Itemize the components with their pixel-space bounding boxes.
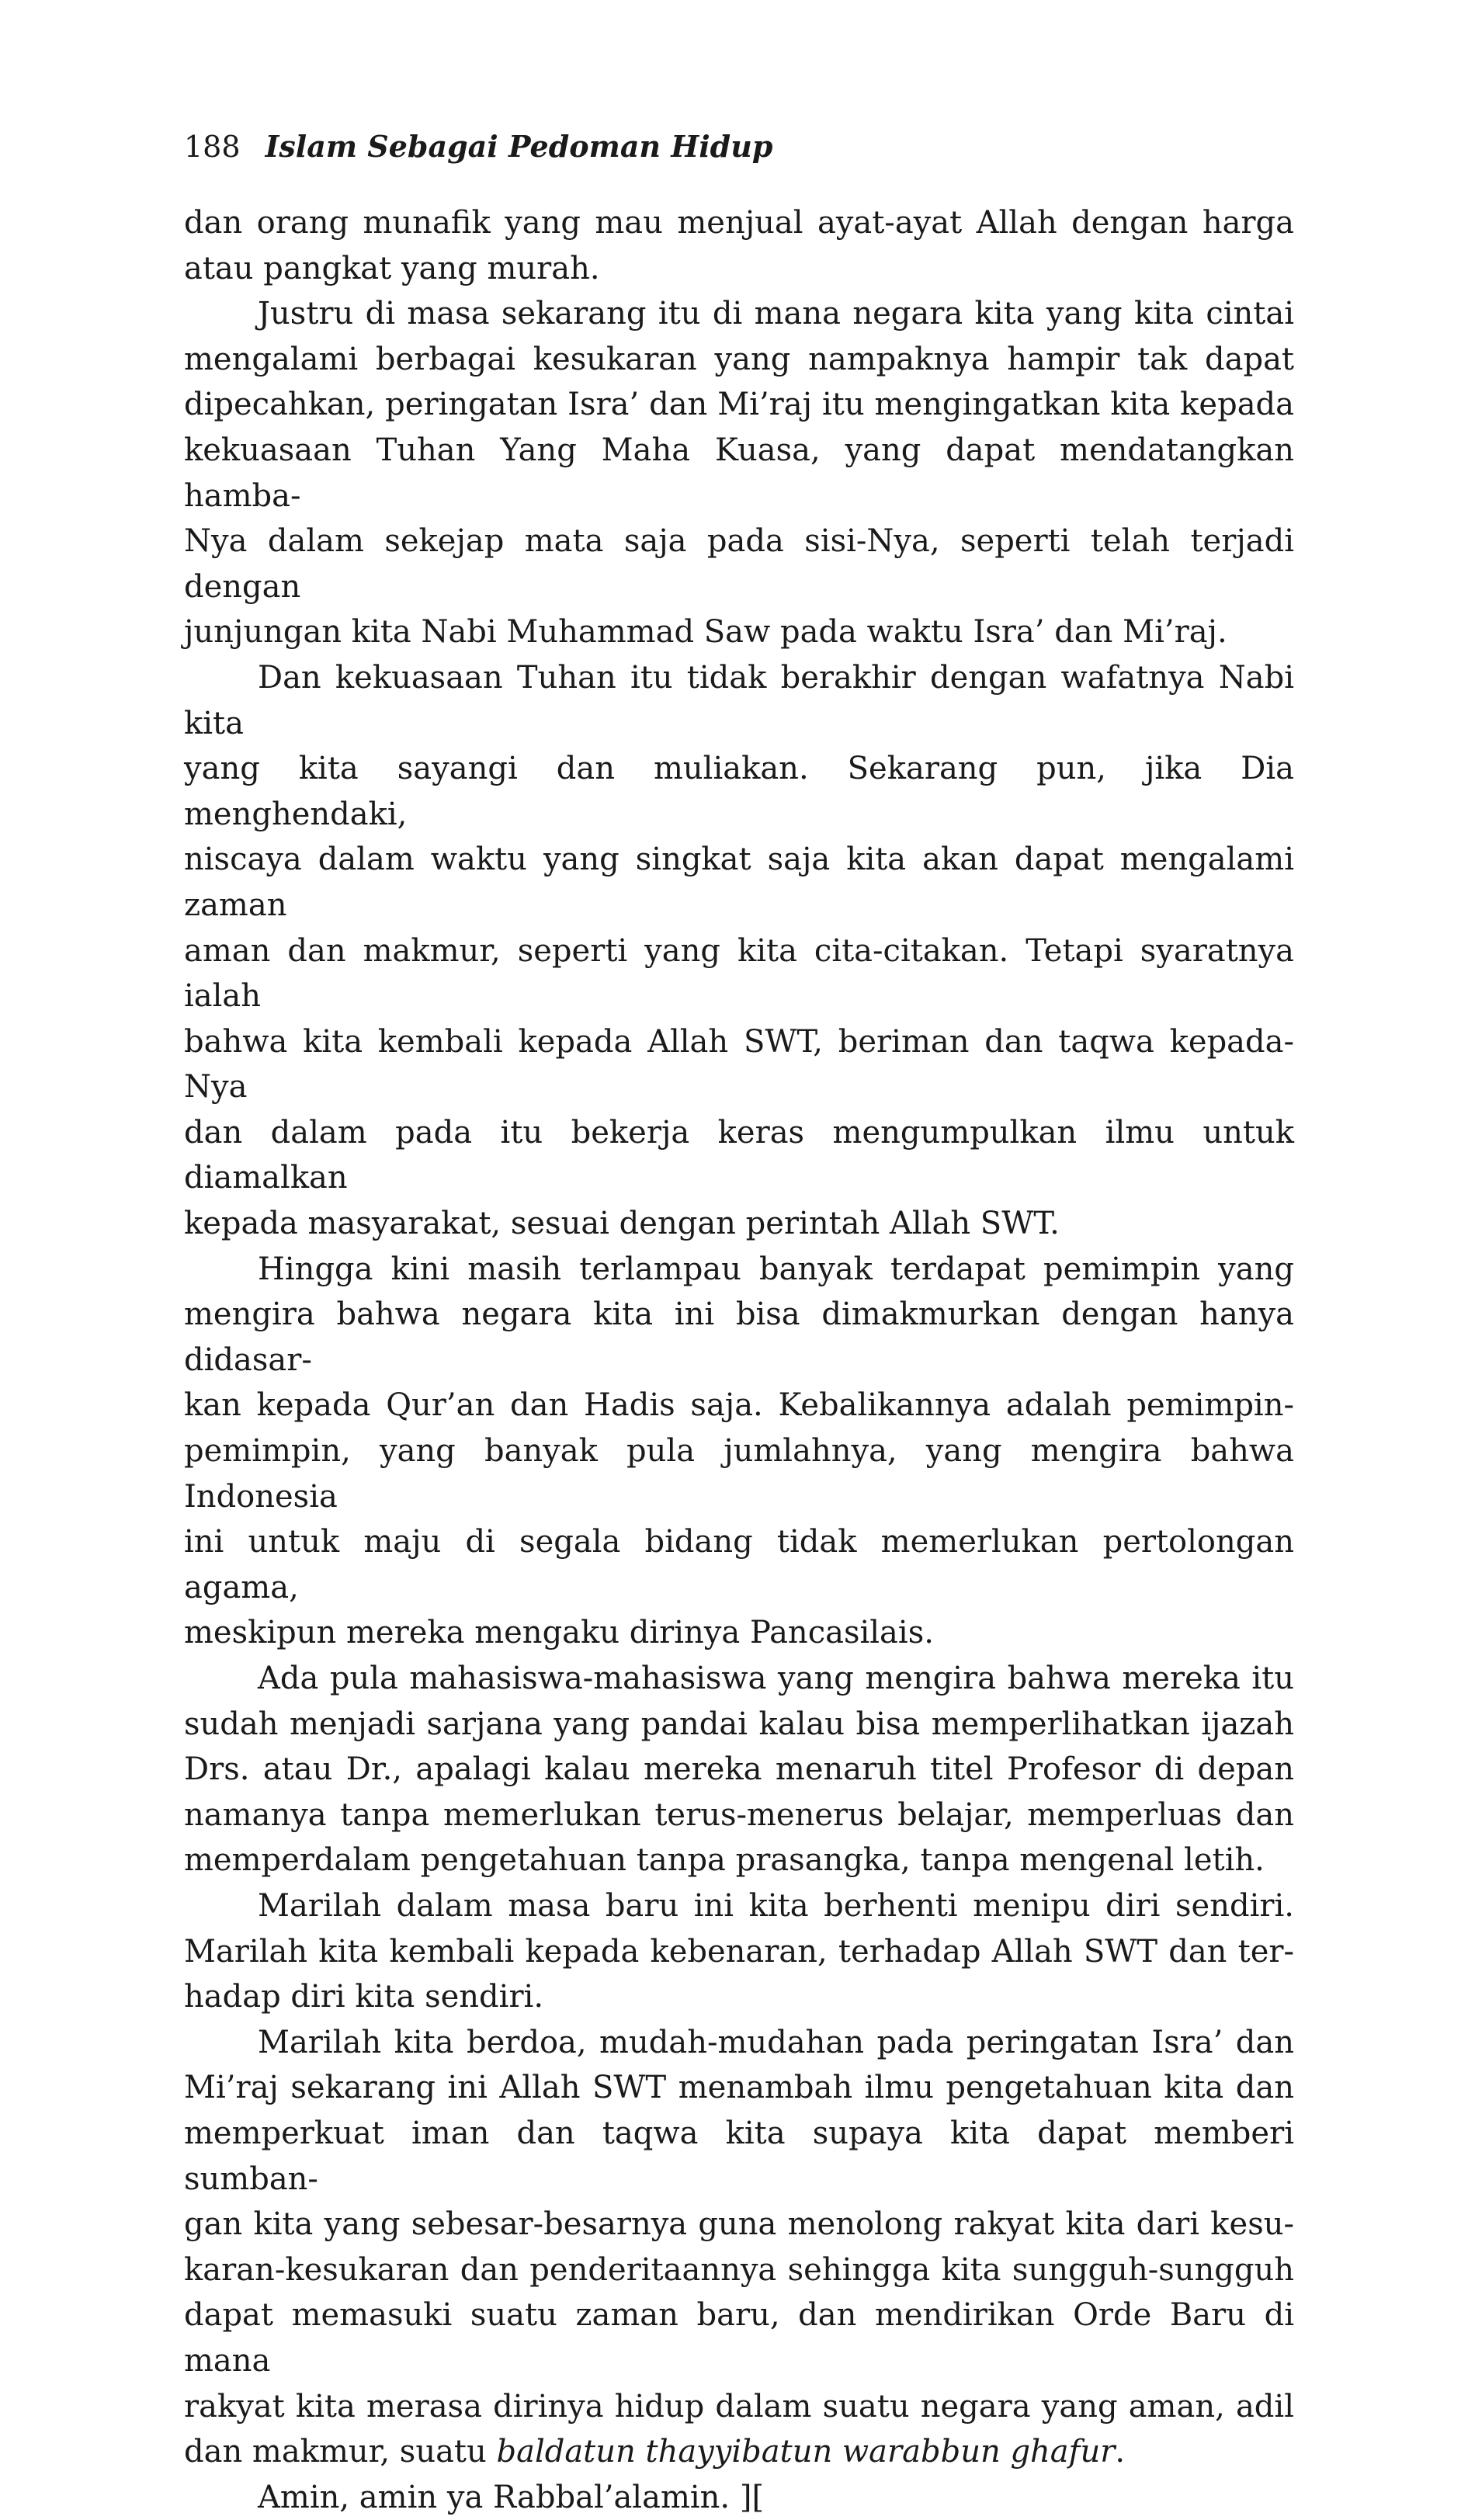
text-line: pemimpin, yang banyak pula jumlahnya, yang mengira bahwa Indonesia (184, 1433, 1294, 1515)
text-line: dapat memasuki suatu zaman baru, dan mendirikan Orde Baru di mana (184, 2297, 1294, 2379)
text-line: bahwa kita kembali kepada Allah SWT, beriman dan taqwa kepada-Nya (184, 1023, 1294, 1106)
text-line: yang kita sayangi dan muliakan. Sekarang pun, jika Dia menghendaki, (184, 751, 1294, 832)
text-line: Ada pula mahasiswa-mahasiswa yang mengira bahwa mereka itu (258, 1661, 1294, 1696)
text-line: Marilah dalam masa baru ini kita berhenti menipu diri sendiri. (258, 1887, 1294, 1924)
text-line: karan-kesukaran dan penderitaannya sehingga kita sungguh-sungguh (184, 2251, 1294, 2288)
paragraph-closing (184, 2475, 1294, 2520)
text-line: rakyat kita merasa dirinya hidup dalam suatu negara yang aman, adil (184, 2388, 1294, 2425)
text-line: dan dalam pada itu bekerja keras mengumpulkan ilmu untuk diamalkan (184, 1114, 1294, 1196)
body-text (184, 200, 1294, 2520)
paragraph (184, 1656, 1294, 1883)
text-line: kan kepada Qur’an dan Hadis saja. Kebalikannya adalah pemimpin- (184, 1387, 1294, 1424)
text-line: junjungan kita Nabi Muhammad Saw pada waktu Isra’ dan Mi’raj. (184, 614, 1227, 651)
text-run: . (1115, 2434, 1126, 2470)
paragraph (184, 1883, 1294, 2020)
text-line: memperkuat iman dan taqwa kita supaya kita dapat memberi sumban- (184, 2115, 1294, 2197)
text-line: Nya dalam sekejap mata saja pada sisi-Nya, seperti telah terjadi dengan (184, 523, 1294, 605)
running-header (184, 129, 772, 164)
text-line: atau pangkat yang murah. (184, 250, 600, 286)
running-title: Islam Sebagai Pedoman Hidup (265, 129, 773, 164)
text-line: Amin, amin ya Rabbal’alamin. ][ (258, 2479, 765, 2515)
italic-phrase: baldatun thayyibatun warabbun ghafur (496, 2434, 1116, 2470)
text-line: Justru di masa sekarang itu di mana negara kita yang kita cintai (258, 296, 1294, 332)
text-line: kepada masyarakat, sesuai dengan perintah Allah SWT. (184, 1206, 1060, 1242)
paragraph (184, 655, 1294, 1247)
text-line: mengalami berbagai kesukaran yang nampaknya hampir tak dapat (184, 341, 1294, 377)
text-line: niscaya dalam waktu yang singkat saja kita akan dapat mengalami zaman (184, 842, 1294, 923)
text-line: Marilah kita kembali kepada kebenaran, terhadap Allah SWT dan ter- (184, 1933, 1294, 1970)
text-line: namanya tanpa memerlukan terus-menerus belajar, memperluas dan (184, 1796, 1294, 1833)
text-line: kekuasaan Tuhan Yang Maha Kuasa, yang dapat mendatangkan hamba- (184, 432, 1294, 514)
text-run: dan makmur, suatu (184, 2434, 497, 2470)
text-line: memperdalam pengetahuan tanpa prasangka, tanpa mengenal letih. (184, 1842, 1265, 1879)
text-line: Marilah kita berdoa, mudah-mudahan pada peringatan Isra’ dan (258, 2024, 1294, 2060)
text-line: mengira bahwa negara kita ini bisa dimakmurkan dengan hanya didasar- (184, 1296, 1294, 1378)
text-line: meskipun mereka mengaku dirinya Pancasilais. (184, 1615, 934, 1651)
text-line: ini untuk maju di segala bidang tidak memerlukan pertolongan agama, (184, 1524, 1294, 1605)
text-line: gan kita yang sebesar-besarnya guna menolong rakyat kita dari kesu- (184, 2206, 1294, 2243)
paragraph (184, 1247, 1294, 1656)
text-line: Mi’raj sekarang ini Allah SWT menambah ilmu pengetahuan kita dan (184, 2070, 1294, 2106)
paragraph (184, 291, 1294, 655)
text-line: dipecahkan, peringatan Isra’ dan Mi’raj itu mengingatkan kita kepada (184, 387, 1294, 423)
text-line: Drs. atau Dr., apalagi kalau mereka menaruh titel Profesor di depan (184, 1751, 1294, 1788)
page-number: 188 (184, 130, 241, 164)
text-line: hadap diri kita sendiri. (184, 1979, 544, 2015)
paragraph-continuation (184, 200, 1294, 291)
text-line: dan orang munafik yang mau menjual ayat-ayat Allah dengan harga (184, 205, 1294, 241)
text-line: Dan kekuasaan Tuhan itu tidak berakhir dengan wafatnya Nabi kita (184, 659, 1294, 741)
text-line: aman dan makmur, seperti yang kita cita-citakan. Tetapi syaratnya ialah (184, 932, 1294, 1015)
text-line (184, 2429, 1294, 2475)
text-line: Hingga kini masih terlampau banyak terdapat pemimpin yang (258, 1251, 1294, 1287)
text-line: sudah menjadi sarjana yang pandai kalau bisa memperlihatkan ijazah (184, 1706, 1294, 1742)
paragraph (184, 2020, 1294, 2475)
